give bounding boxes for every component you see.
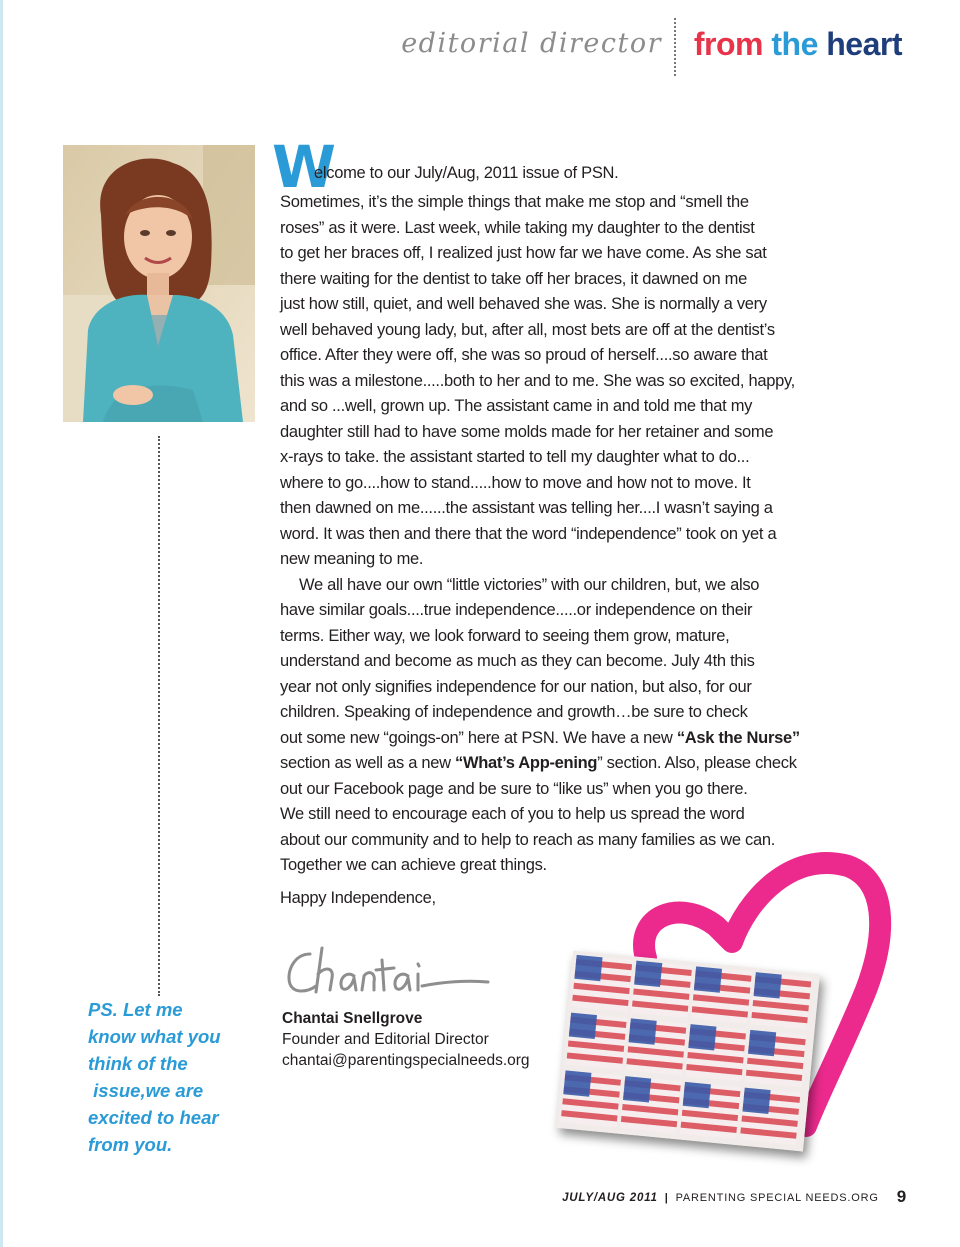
- text-line: office. After they were off, she was so proud of herself....so aware that: [280, 346, 768, 364]
- page-footer: [562, 1186, 907, 1206]
- text-line: new meaning to me.: [280, 550, 424, 568]
- welcome-line: [272, 133, 850, 201]
- issue-date: JULY/AUG 2011: [562, 1192, 658, 1204]
- handwritten-signature: [282, 942, 492, 1007]
- flag-grid-illustration: [556, 951, 820, 1152]
- text-line: Together we can achieve great things.: [280, 856, 547, 874]
- text-line: [280, 726, 850, 752]
- text-line: well behaved young lady, but, after all, most bets are off at the dentist’s: [280, 320, 775, 339]
- text-segment: section as well as a new: [280, 754, 456, 772]
- title-word-the: the: [771, 26, 818, 62]
- text-line: there waiting for the dentist to take off her braces, it dawned on me: [280, 269, 747, 288]
- title-word-from: from: [693, 26, 763, 62]
- column-title: [694, 26, 902, 63]
- text-line: x-rays to take. the assistant started to tell my daughter what to do...: [280, 448, 750, 466]
- ps-note: [88, 996, 248, 1158]
- website-name: PARENTING SPECIAL NEEDS.ORG: [675, 1192, 879, 1204]
- text-line: year not only signifies independence for our nation, but also, for our: [280, 677, 752, 696]
- text-line: We all have our own “little victories” with our children, but, we also: [299, 575, 760, 594]
- ps-line: issue,we are: [88, 1080, 204, 1101]
- text-line: We still need to encourage each of you to help us spread the word: [280, 805, 745, 823]
- portrait-illustration: [63, 145, 255, 422]
- text-line: to get her braces off, I realized just how far we have come. As she sat: [280, 244, 767, 262]
- text-line: understand and become as much as they can become. July 4th this: [280, 652, 755, 670]
- ps-line: PS. Let me: [88, 999, 183, 1020]
- left-edge-rule: [0, 0, 3, 1247]
- author-name: Chantai Snellgrove: [282, 1010, 423, 1027]
- footer-separator: |: [664, 1192, 669, 1204]
- author-email-link[interactable]: chantai@parentingspecialneeds.org: [282, 1052, 530, 1069]
- text-line: about our community and to help to reach as many families as we can.: [280, 830, 776, 849]
- text-line: children. Speaking of independence and growth…be sure to check: [280, 703, 748, 721]
- editor-letter: [272, 133, 850, 911]
- vertical-dotted-rule: [158, 436, 160, 996]
- page-number: 9: [896, 1187, 907, 1206]
- signature-scribble: [282, 942, 492, 1002]
- ps-line: excited to hear: [88, 1107, 219, 1128]
- flag-artwork-image: [556, 951, 820, 1152]
- text-line: have similar goals....true independence.....or independence on their: [280, 601, 753, 619]
- author-title: Founder and Editorial Director: [282, 1031, 489, 1048]
- closing-line: Happy Independence,: [280, 888, 436, 907]
- ps-line: think of the: [88, 1053, 188, 1074]
- text-line: roses” as it were. Last week, while taking my daughter to the dentist: [280, 218, 755, 237]
- text-line: out our Facebook page and be sure to “like us” when you go there.: [280, 779, 748, 798]
- whats-app-ening-highlight: “What’s App-ening: [455, 754, 598, 772]
- text-line: just how still, quiet, and well behaved she was. She is normally a very: [280, 295, 767, 313]
- text-segment: ” section. Also, please check: [597, 754, 797, 772]
- text-line: daughter still had to have some molds made for her retainer and some: [280, 422, 774, 441]
- text-line: [280, 751, 850, 777]
- text-line: Sometimes, it’s the simple things that make me stop and “smell the: [280, 193, 749, 211]
- paragraph-2: [280, 573, 850, 879]
- text-line: then dawned on me......the assistant was telling her....I wasn’t saying a: [280, 499, 773, 517]
- header-divider: [674, 18, 676, 76]
- section-label: editorial director: [401, 28, 662, 59]
- text-line: and so ...well, grown up. The assistant came in and told me that my: [280, 397, 753, 415]
- text-line: terms. Either way, we look forward to seeing them grow, mature,: [280, 626, 730, 645]
- text-line: word. It was then and there that the word “independence” took on yet a: [280, 524, 777, 543]
- ps-line: from you.: [88, 1134, 173, 1155]
- title-word-heart: heart: [826, 26, 902, 62]
- welcome-text: elcome to our July/Aug, 2011 issue of PSN.: [314, 164, 619, 182]
- text-segment: out some new “goings-on” here at PSN. We have a new: [280, 728, 677, 747]
- ask-the-nurse-highlight: “Ask the Nurse”: [676, 728, 800, 747]
- ps-line: know what you: [88, 1026, 221, 1047]
- paragraph-1: [280, 190, 850, 573]
- author-portrait-photo: [63, 145, 255, 422]
- text-line: where to go....how to stand.....how to move and how not to move. It: [280, 473, 751, 492]
- drop-cap: W: [272, 133, 336, 201]
- text-line: this was a milestone.....both to her and to me. She was so excited, happy,: [280, 371, 795, 390]
